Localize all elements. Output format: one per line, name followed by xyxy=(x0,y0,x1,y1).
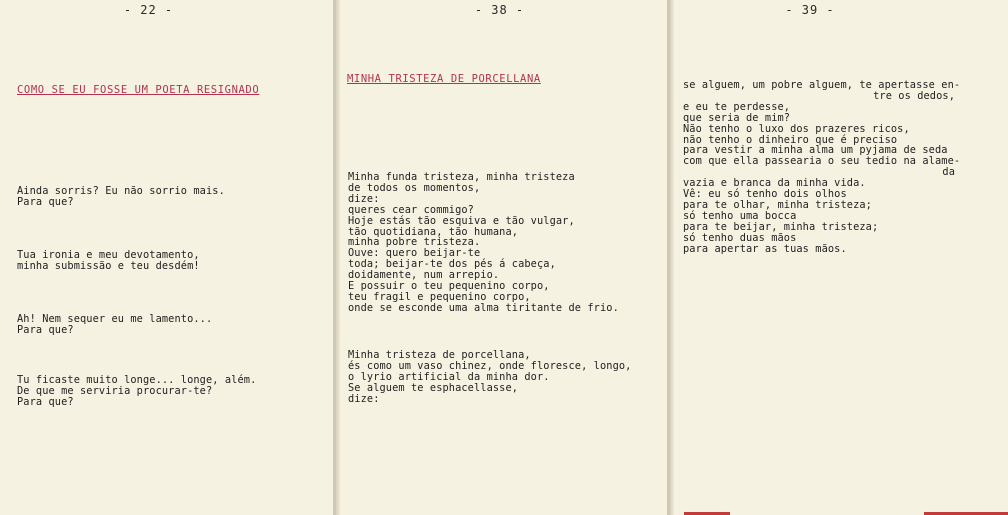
page-38 xyxy=(336,0,667,515)
stanza xyxy=(348,350,631,405)
poem-line: Ah! Nem sequer eu me lamento... xyxy=(17,313,213,325)
page-number: - 38 - xyxy=(474,3,525,17)
page-22 xyxy=(0,0,333,515)
poem-line: o lyrio artificial da minha dor. xyxy=(348,370,550,383)
poem-line: que seria de mim? xyxy=(683,111,791,124)
poem-line: só tenho uma bocca xyxy=(683,209,797,222)
poem-line: Ouve: quero beijar-te xyxy=(348,247,481,260)
poem-line: para te olhar, minha tristeza; xyxy=(683,198,872,211)
poem-line: da xyxy=(942,166,955,179)
page-39 xyxy=(670,0,1008,515)
poem-line: só tenho duas mãos xyxy=(683,231,797,244)
poem-line: Vê: eu só tenho dois olhos xyxy=(683,188,847,201)
poem-line: Para que? xyxy=(17,395,74,408)
poem-line: para te beijar, minha tristeza; xyxy=(683,220,879,233)
stanza xyxy=(17,314,212,336)
poem-line: és como um vaso chinez, onde floresce, longo, xyxy=(348,359,632,372)
poem-line: minha pobre tristeza. xyxy=(348,236,481,249)
poem-line: Tu ficaste muito longe... longe, além. xyxy=(17,374,257,386)
page-gutter-shadow xyxy=(336,0,340,515)
poem-line: dize: xyxy=(348,192,380,205)
poem-line: para apertar as tuas mãos. xyxy=(683,242,847,255)
stanza xyxy=(683,79,961,255)
poem-line: teu fragil e pequenino corpo, xyxy=(348,290,531,303)
poem-line: dize: xyxy=(348,392,380,405)
poem-line: doidamente, num arrepio. xyxy=(348,269,500,282)
poem-line: para vestir a minha alma um pyjama de seda xyxy=(683,144,948,157)
stanza xyxy=(17,250,200,272)
poem-line: De que me serviria procurar-te? xyxy=(17,384,213,397)
page-number: - 22 - xyxy=(123,3,174,17)
page-number: - 39 - xyxy=(785,3,835,17)
poem-line: tre os dedos, xyxy=(873,89,955,102)
poem-line: onde se esconde uma alma tiritante de frio. xyxy=(348,301,619,314)
poem-line: Para que? xyxy=(17,195,74,208)
stanza xyxy=(17,375,256,408)
poem-line: e eu te perdesse, xyxy=(683,100,791,113)
poem-line: Hoje estás tão esquiva e tão vulgar, xyxy=(348,214,575,227)
poem-line: Se alguem te esphacellasse, xyxy=(348,381,519,394)
poem-line: tão quotidiana, tão humana, xyxy=(348,225,519,238)
poem-line: Ainda sorris? Eu não sorrio mais. xyxy=(17,185,225,197)
stanza xyxy=(348,172,619,314)
poem-line: vazia e branca da minha vida. xyxy=(683,177,866,190)
poem-line: Para que? xyxy=(17,323,74,336)
poem-line: de todos os momentos, xyxy=(348,181,481,194)
poem-line: com que ella passearia o seu tedio na alame- xyxy=(683,155,961,168)
poem-title: COMO SE EU FOSSE UM POETA RESIGNADO xyxy=(17,84,260,96)
poem-title: MINHA TRISTEZA DE PORCELLANA xyxy=(347,73,541,85)
poem-line: Minha tristeza de porcellana, xyxy=(348,349,531,361)
poem-line: não tenho o dinheiro que é preciso xyxy=(683,133,898,146)
poem-line: Tua ironia e meu devotamento, xyxy=(17,249,200,261)
poem-line: Não tenho o luxo dos prazeres ricos, xyxy=(683,122,910,135)
poem-line: minha submissão e teu desdém! xyxy=(17,259,200,272)
poem-line: toda; beijar-te dos pés á cabeça, xyxy=(348,258,556,271)
poem-line: Minha funda tristeza, minha tristeza xyxy=(348,171,575,183)
page-gutter-shadow xyxy=(670,0,674,515)
poem-line: E possuir o teu pequenino corpo, xyxy=(348,280,550,293)
poem-line: se alguem, um pobre alguem, te apertasse en- xyxy=(683,79,961,91)
stanza xyxy=(17,186,225,208)
poem-line: queres cear commigo? xyxy=(348,203,474,216)
